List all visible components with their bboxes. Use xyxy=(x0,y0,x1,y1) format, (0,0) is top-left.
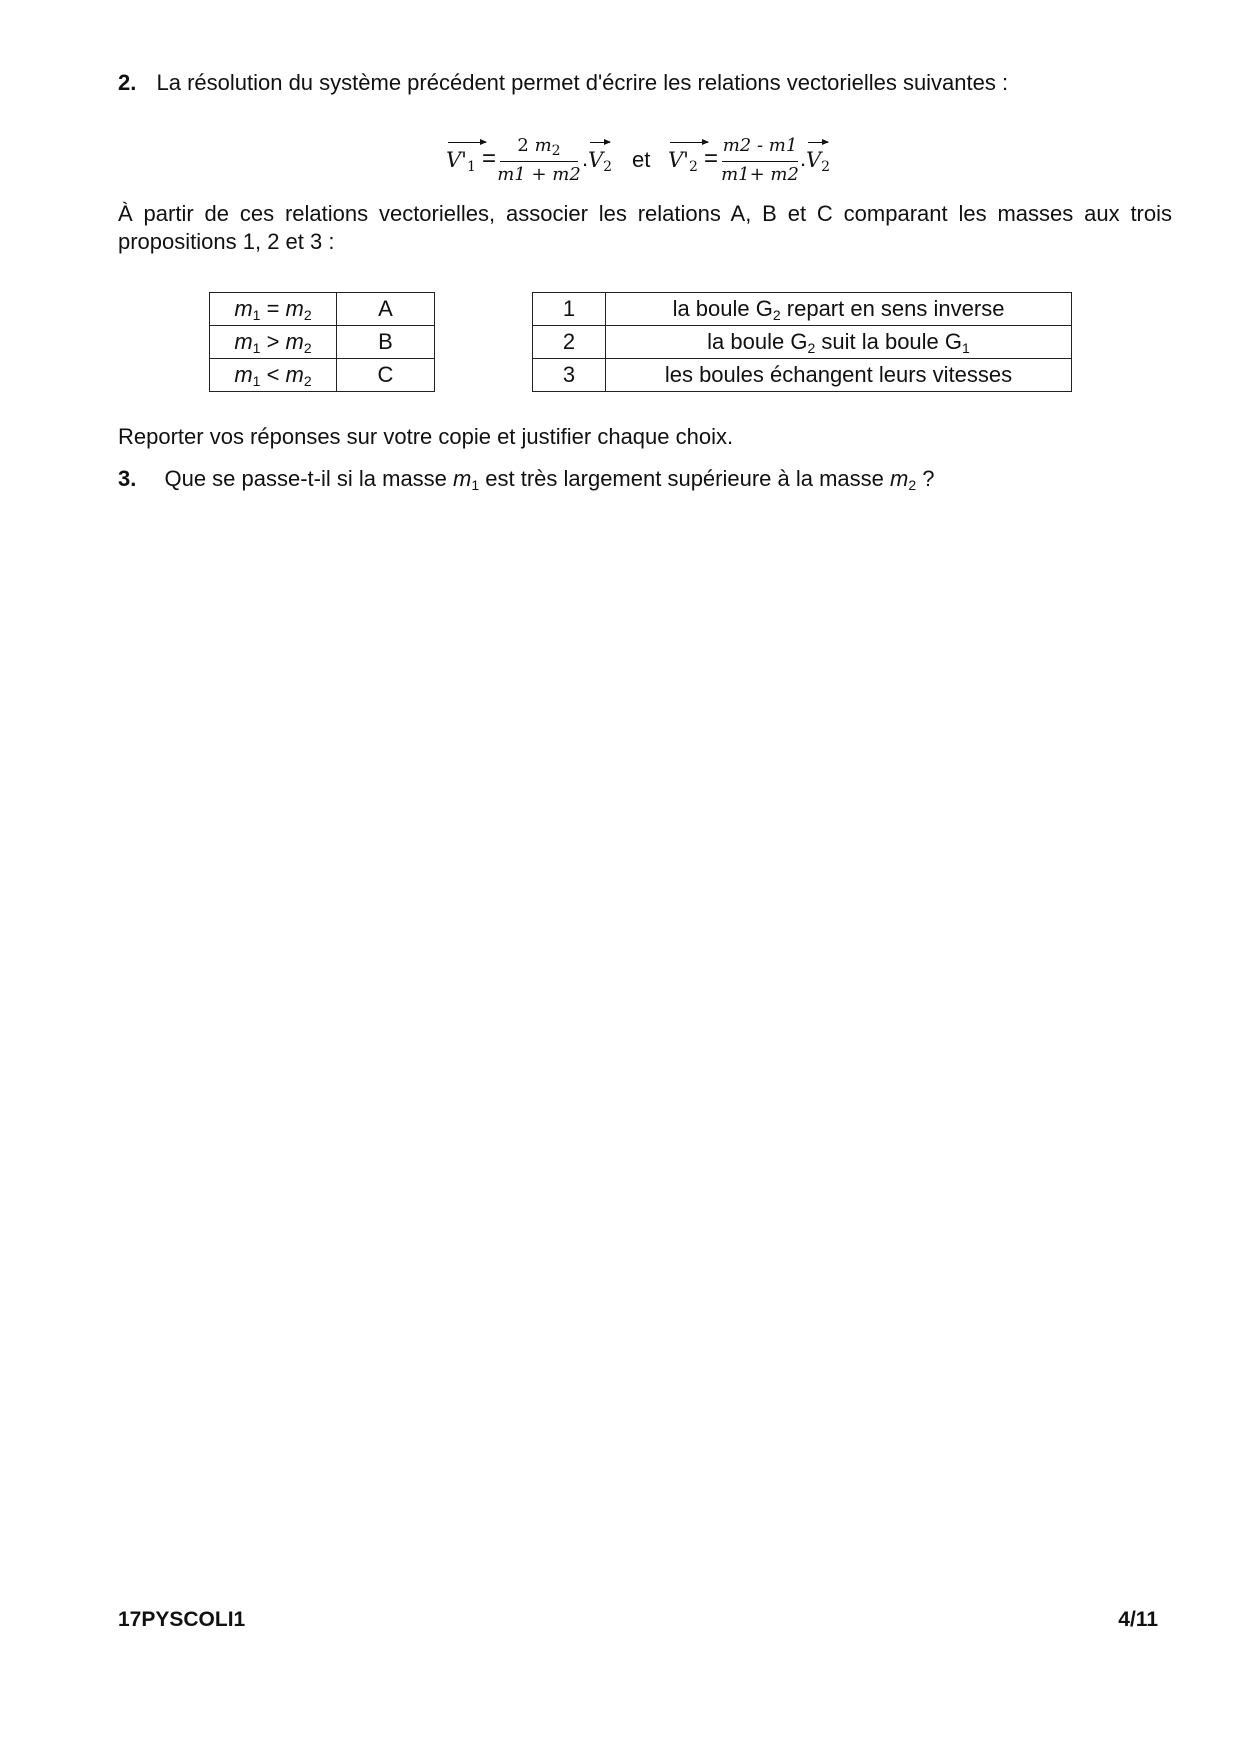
instruction-paragraph: À partir de ces relations vectorielles, associer les relations A, B et C comparant les masses aux trois propositions 1, 2 et 3 : xyxy=(118,201,1172,254)
propositions-table xyxy=(532,292,1072,392)
mass-relation: m1 > m2 xyxy=(210,326,337,359)
table-row xyxy=(210,293,435,326)
page-number: 4/11 xyxy=(1118,1608,1158,1631)
vector-v-2: $V_2$ xyxy=(806,148,831,175)
table-row xyxy=(533,326,1072,359)
equals-sign: = xyxy=(704,145,719,172)
document-code: 17PYSCOLI1 xyxy=(118,1608,246,1631)
fraction-bar xyxy=(500,161,578,162)
vector-v-prime-1: $V'_1$ xyxy=(446,148,476,175)
relation-letter: B xyxy=(337,326,435,359)
vector-v-prime-2: $V'_2$ xyxy=(668,148,698,175)
table-row xyxy=(210,359,435,392)
mass-relation: m1 < m2 xyxy=(210,359,337,392)
fraction-1-denominator: m1 + m2 xyxy=(497,164,581,185)
proposition-text: la boule G2 repart en sens inverse xyxy=(606,293,1072,326)
mass-relation: m1 = m2 xyxy=(210,293,337,326)
dot-operator: . xyxy=(582,146,589,171)
equals-sign: = xyxy=(482,145,497,172)
report-instruction: Reporter vos réponses sur votre copie et justifier chaque choix. xyxy=(118,424,734,449)
table-row xyxy=(533,359,1072,392)
proposition-number: 2 xyxy=(533,326,606,359)
relation-letter: A xyxy=(337,293,435,326)
connector-et: et xyxy=(632,147,651,172)
vector-arrow xyxy=(590,142,610,143)
question-3 xyxy=(118,466,935,493)
dot-operator: . xyxy=(800,146,807,171)
fraction-1-numerator: 2 $m_2$ xyxy=(517,135,561,159)
vector-v-2: $V_2$ xyxy=(588,148,613,175)
question-text: La résolution du système précédent permet d'écrire les relations vectorielles suivantes : xyxy=(156,70,1009,95)
proposition-number: 3 xyxy=(533,359,606,392)
proposition-text: la boule G2 suit la boule G1 xyxy=(606,326,1072,359)
vector-arrow xyxy=(808,142,828,143)
vector-arrow xyxy=(670,142,708,143)
proposition-number: 1 xyxy=(533,293,606,326)
fraction-2-denominator: m1+ m2 xyxy=(721,164,799,185)
vector-formula xyxy=(440,132,860,192)
proposition-text: les boules échangent leurs vitesses xyxy=(606,359,1072,392)
table-row xyxy=(533,293,1072,326)
vector-arrow xyxy=(448,142,486,143)
table-row xyxy=(210,326,435,359)
question-2 xyxy=(118,70,1008,96)
question-number: 2. xyxy=(118,70,137,95)
fraction-bar xyxy=(722,161,798,162)
relation-letter: C xyxy=(337,359,435,392)
question-number: 3. xyxy=(118,466,137,491)
relations-table xyxy=(209,292,435,392)
fraction-2-numerator: m2 - m1 xyxy=(722,135,798,156)
question-text: Que se passe-t-il si la masse m1 est très largement supérieure à la masse m2 ? xyxy=(164,466,935,493)
